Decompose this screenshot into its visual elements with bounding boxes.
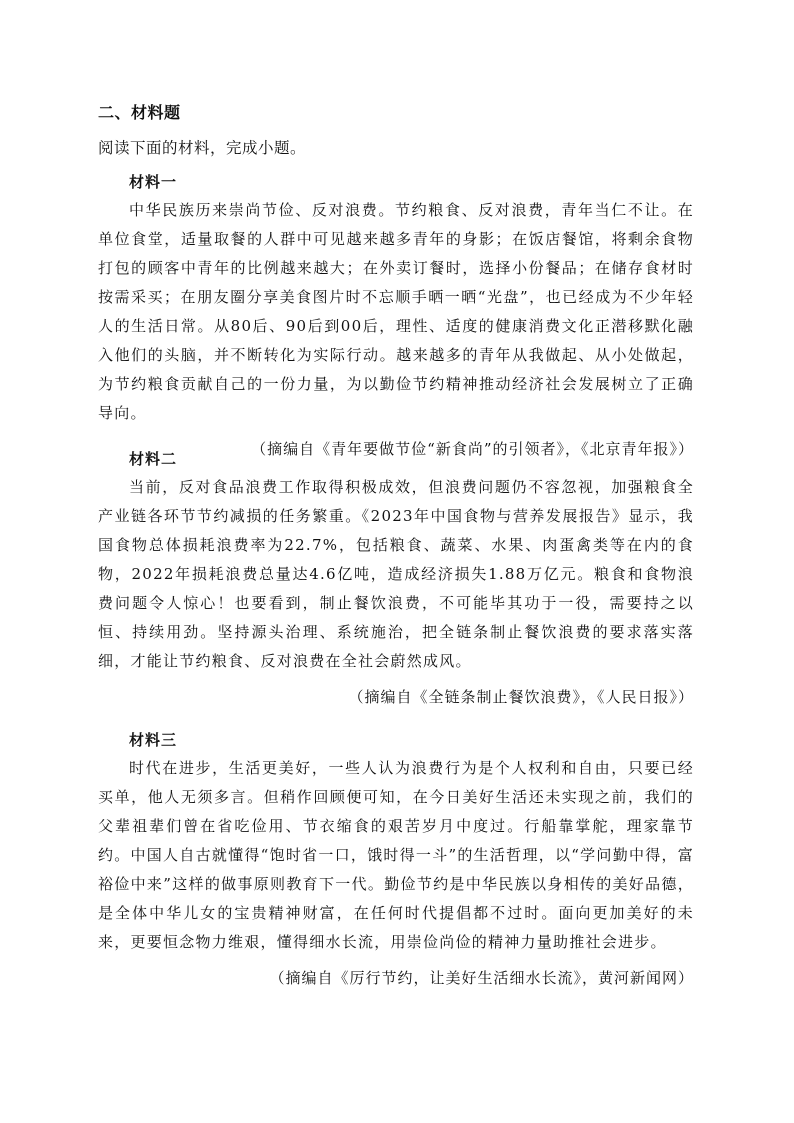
material-one bbox=[98, 172, 694, 462]
material-one-source: （摘编自《青年要做节俭“新食尚”的引领者》，《北京青年报》） bbox=[251, 440, 694, 458]
material-one-body: 中华民族历来崇尚节俭、反对浪费。节约粮食、反对浪费，青年当仁不让。在单位食堂，适量取餐的人群中可见越来越多青年的身影；在饭店餐馆，将剩余食物打包的顾客中青年的比例越来越大；在外卖订餐时，选择小份餐品；在储存食材时按需采买；在朋友圈分享美食图片时不忘顺手晒一晒“光盘”，也已经成为不少年轻人的生活日常。从80后、90后到00后，理性、适度的健康消费文化正潜移默化融入他们的头脑，并不断转化为实际行动。越来越多的青年从我做起、从小处做起，为节约粮食贡献自己的一份力量，为以勤俭节约精神推动经济社会发展树立了正确导向。 bbox=[98, 201, 694, 422]
material-three bbox=[98, 730, 694, 991]
material-one-title: 材料一 bbox=[129, 173, 178, 191]
material-two-body: 当前，反对食品浪费工作取得积极成效，但浪费问题仍不容忽视，加强粮食全产业链各环节节约减损的任务繁重。《2023年中国食物与营养发展报告》显示，我国食物总体损耗浪费率为22.7%，包括粮食、蔬菜、水果、肉蛋禽类等在内的食物，2022年损耗浪费总量达4.6亿吨，造成经济损失1.88万亿元。粮食和食物浪费问题令人惊心！也要看到，制止餐饮浪费，不可能毕其功于一役，需要持之以恒、持续用劲。坚持源头治理、系统施治，把全链条制止餐饮浪费的要求落实落细，才能让节约粮食、反对浪费在全社会蔚然成风。 bbox=[98, 478, 694, 670]
material-three-body: 时代在进步，生活更美好，一些人认为浪费行为是个人权利和自由，只要已经买单，他人无须多言。但稍作回顾便可知，在今日美好生活还未实现之前，我们的父辈祖辈们曾在省吃俭用、节衣缩食的艰苦岁月中度过。行船靠掌舵，理家靠节约。中国人自古就懂得“饱时省一口，饿时得一斗”的生活哲理，以“学问勤中得，富裕俭中来”这样的做事原则教育下一代。勤俭节约是中华民族以身相传的美好品德，是全体中华儿女的宝贵精神财富，在任何时代提倡都不过时。面向更加美好的未来，更要恒念物力维艰，懂得细水长流，用崇俭尚俭的精神力量助推社会进步。 bbox=[98, 759, 694, 951]
material-two-source: （摘编自《全链条制止餐饮浪费》，《人民日报》） bbox=[348, 688, 694, 706]
section-title: 二、材料题 bbox=[98, 103, 181, 122]
material-three-source: （摘编自《厉行节约，让美好生活细水长流》，黄河新闻网） bbox=[269, 969, 694, 987]
material-two-title: 材料二 bbox=[129, 450, 178, 468]
material-two bbox=[98, 449, 694, 710]
instruction-text: 阅读下面的材料，完成小题。 bbox=[98, 139, 307, 157]
material-three-title: 材料三 bbox=[129, 731, 178, 749]
